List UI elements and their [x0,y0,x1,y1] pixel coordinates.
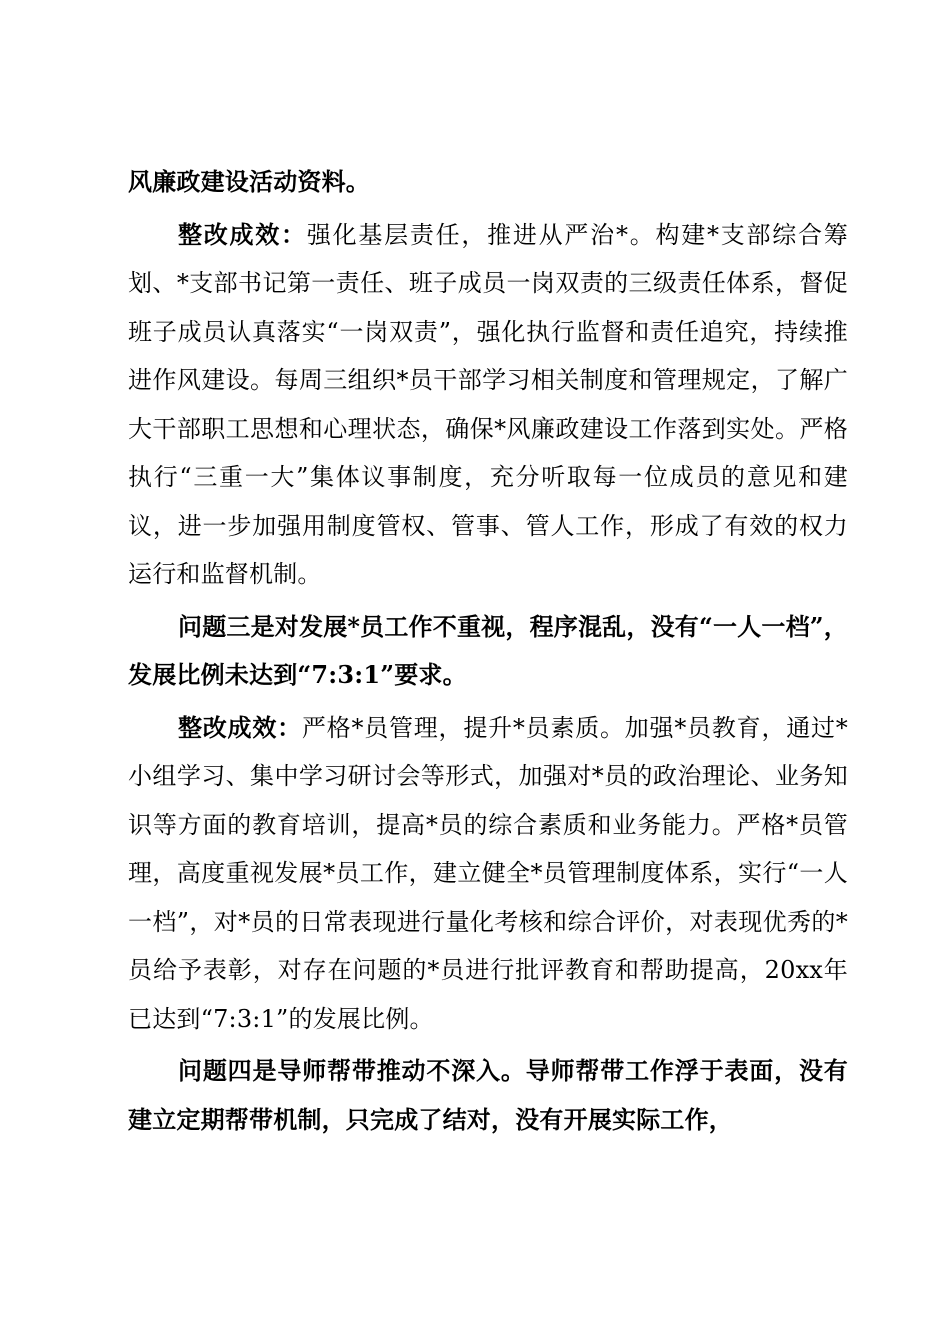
paragraph-text: 问题三是对发展*员工作不重视，程序混乱，没有“一人一档”，发展比例未达到“7:3:1”要求。 [128,611,848,689]
paragraph-rectification-result-1 [128,211,848,599]
document-body [128,158,848,1148]
paragraph-text: 风廉政建设活动资料。 [128,167,370,196]
paragraph-text: 强化基层责任，推进从严治*。构建*支部综合筹划、*支部书记第一责任、班子成员一岗双责的三级责任体系，督促班子成员认真落实“一岗双责”，强化执行监督和责任追究，持续推进作风建设。每周三组织*员干部学习相关制度和管理规定，了解广大干部职工思想和心理状态，确保*风廉政建设工作落到实处。严格执行“三重一大”集体议事制度，充分听取每一位成员的意见和建议，进一步加强用制度管权、管事、管人工作，形成了有效的权力运行和监督机制。 [128,220,848,588]
paragraph-continuation [128,158,848,207]
rectification-label: 整改成效： [178,712,302,742]
paragraph-issue-four [128,1047,848,1144]
paragraph-text: 问题四是导师帮带推动不深入。导师帮带工作浮于表面，没有建立定期帮带机制，只完成了结对，没有开展实际工作， [128,1056,848,1134]
paragraph-issue-three [128,603,848,700]
rectification-label: 整改成效： [178,219,307,249]
paragraph-rectification-result-2 [128,704,848,1044]
paragraph-text: 严格*员管理，提升*员素质。加强*员教育，通过*小组学习、集中学习研讨会等形式，加强对*员的政治理论、业务知识等方面的教育培训，提高*员的综合素质和业务能力。严格*员管理，高度重视发展*员工作，建立健全*员管理制度体系，实行“一人一档”，对*员的日常表现进行量化考核和综合评价，对表现优秀的*员给予表彰，对存在问题的*员进行批评教育和帮助提高，20xx年已达到“7:3:1”的发展比例。 [128,713,848,1033]
